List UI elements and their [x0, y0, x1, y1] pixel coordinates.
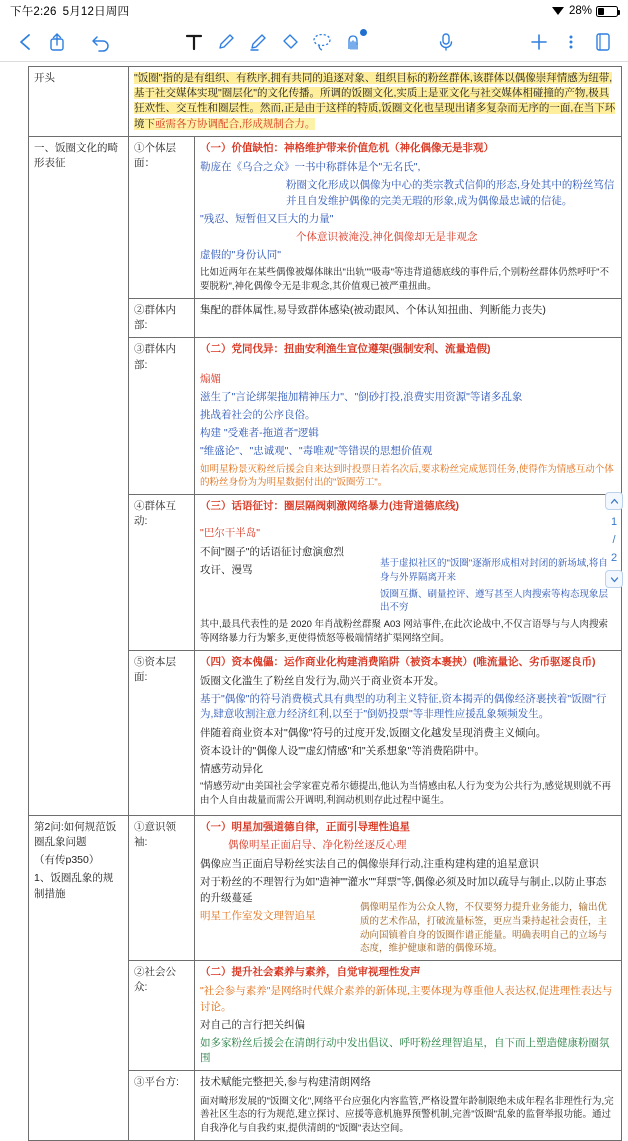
text-brutal: "残忍、短暂但又巨大的力量"	[200, 212, 334, 225]
text-consumption-trap: 资本设计的"偶像人设""虚幻情感"和"关系想象"等消费陷阱中。	[200, 744, 485, 757]
cell-public	[195, 961, 622, 1071]
sub-label-group-inner2: ③群体内部:	[129, 338, 195, 495]
text-group-attribute: 集配的群体属性,易导致群体感染(被动跟风、个体认知扭曲、判断能力丧失)	[200, 303, 546, 316]
text-fake-identity: 虚假的"身份认同"	[200, 249, 281, 262]
wifi-icon	[552, 6, 565, 16]
heading-discourse: （三）话语征讨：圈层隔阀刺激网络暴力(违背道德底线)	[200, 500, 459, 513]
toolbar	[0, 22, 628, 62]
text-fan-fight: 饭圈互撕、刷量控评、遵写甚至人肉搜索等构态现象层出不穷	[380, 588, 609, 614]
heading-star-guide: 偶像明星正面启导、净化粉丝逐反心理	[228, 838, 407, 851]
text-closed-field: 基于虚拟社区的"饭圈"逐渐形成相对封闭的新场域,将自身与外界隔离开来	[380, 558, 608, 583]
highlighter-tool-icon[interactable]	[243, 27, 273, 57]
ruler-tool-icon[interactable]	[339, 27, 369, 57]
note-canvas[interactable]	[0, 62, 628, 1135]
text-idol-guide: 偶像应当正面启导粉丝实法自己的偶像崇拜行动,注重构建构建的追星意识	[200, 858, 539, 871]
text-wrong-values: "维盛论"、"忠诚观"、"毒唯观"等错误的思想价值观	[200, 445, 433, 458]
text-no-morals: 个体意识被淹没,神化偶像却无是非观念	[296, 230, 478, 243]
text-fan-faith: 粉圈文化形成以偶像为中心的类宗教式信仰的形态,身处其中的粉丝笃信并且自发维护偶像的完美无瑕的形象,成为偶像最忠诚的信徒。	[286, 179, 615, 207]
text-irrational-behavior: 对于粉丝的不理智行为如"造神""灌水""拜票"等,偶像必须及时加以疏导与制止,以防止事态的升级蔓延	[200, 876, 607, 904]
battery-icon	[596, 6, 618, 17]
page-divider: /	[612, 534, 616, 546]
text-a03-case: 其中,最具代表性的是 2020 年肖战粉丝群聚 A03 网站事件,在此次论战中,不仅言语辱与与人肉搜索等网络暴力行为繁多,更使得愤怒等极端情绪扩渠网络空间。	[200, 619, 609, 644]
sub-label-capital: ⑤资本层面:	[129, 650, 195, 815]
battery-percent: 28%	[568, 5, 592, 17]
heading-media-literacy: （二）提升社会素养与素养，自觉审视理性发声	[200, 966, 421, 979]
text-social-participation: "社会参与素养"是网络时代媒介素养的新体现,主要体现为尊重他人表达权,促进理性表达与讨论。	[200, 985, 613, 1013]
cell-discourse	[195, 495, 622, 650]
opening-text-tail: 亟需各方协调配合,形成规制合力。	[155, 117, 316, 130]
text-symbol-consumption: 基于"偶像"的符号消费模式具有典型的功利主义特征,资本揭弄的偶像经济裹挟着"饭圈"行为,肆意收割注意力经济红利,以至于"倒奶投票"等非理性应援乱象频频发生。	[200, 693, 607, 721]
status-time: 下午2:26	[10, 6, 57, 18]
lasso-tool-icon[interactable]	[307, 27, 337, 57]
heading-platform-tech: 技术赋能完整把关,参与构建清朗网络	[200, 1076, 371, 1089]
text-chaos: 滋生了"言论绑架拖加精神压力"、"倒砂打投,浪费实用资源"等诸多乱象	[200, 390, 523, 403]
cell-party-attack	[195, 338, 622, 495]
table-row	[29, 815, 622, 960]
table-row	[29, 136, 622, 298]
question2-ref: （有传p350）	[34, 854, 100, 867]
eraser-tool-icon[interactable]	[275, 27, 305, 57]
notes-table	[28, 66, 622, 1141]
text-self-check: 对自己的言行把关纠偏	[200, 1018, 305, 1031]
text-emotion-labor: 情感劳动异化	[200, 763, 263, 775]
scroll-down-button[interactable]	[605, 570, 623, 588]
sub-label-public: ②社会公众:	[129, 961, 195, 1071]
more-options-icon[interactable]	[556, 27, 586, 57]
scroll-up-button[interactable]	[605, 492, 623, 510]
cell-opinion-leader	[195, 815, 622, 960]
sub-label-opinion-leader: ①意识领袖:	[129, 815, 195, 960]
text-public-order: 挑战着社会的公序良俗。	[200, 409, 316, 422]
status-date: 5月12日周四	[62, 6, 130, 18]
page-total: 2	[610, 552, 618, 564]
heading-capital: （四）资本傀儡：运作商业化构建消费陷阱（被资本裹挟）(唯流量论、劣币驱逐良币)	[200, 655, 596, 668]
plus-icon[interactable]	[524, 27, 554, 57]
page-current: 1	[610, 516, 618, 528]
text-idol-responsibility: 偶像明星作为公众人物，不仅要努力提升业务能力，输出优质的艺术作品，打破流量标签，更应当秉持起社会责任，主动向国镇着自身的饭圈作谱正能量。明确表明自己的立场与态度，维护健康和谐的偶像环境。	[360, 902, 608, 955]
microphone-icon[interactable]	[431, 27, 461, 57]
cell-capital	[195, 650, 622, 815]
question2-label: 第2问:如何规范饭圈乱象问题	[34, 820, 117, 848]
back-button[interactable]	[10, 27, 40, 57]
text-hochschild: "情感劳动"由美国社会学家霍克希尔德提出,他认为当情感由私人行为变为公共行为,感觉规则就不再由个人自由裁量而需公开调明,利润动机则存此过程中诞生。	[200, 781, 612, 806]
text-lebon: 勒庞在《乌合之众》一书中称群体是个"无名氏",	[200, 161, 421, 174]
sub-label-individual: ①个体层面：	[129, 136, 195, 298]
text-consumerism: 伴随着商业资本对"偶像"符号的过度开发,饭圈文化越发呈现消费主义倾向。	[200, 726, 547, 739]
label-balkan: "巴尔干半岛"	[200, 527, 260, 540]
table-row	[29, 67, 622, 137]
page-view-icon[interactable]	[588, 27, 618, 57]
row-label-question2	[29, 815, 129, 1140]
status-bar	[0, 0, 628, 22]
heading-star-self-discipline: （一）明星加强道德自律，正面引导理性追星	[200, 820, 410, 833]
page-navigation[interactable]	[604, 492, 624, 588]
text-studio-statement: 明星工作室发文理智追星	[200, 909, 316, 922]
text-example-scandal: 比如近两年在某些偶像被爆体睐出"出轨""吸毒"等违背道德底线的事件后,个别粉丝群体仍然呼吁"不要脱粉",神化偶像令无是非观念,其价值观已被严重扭曲。	[200, 267, 610, 293]
cell-platform	[195, 1071, 622, 1141]
row-label-opening: 开头	[29, 67, 129, 137]
row-label-section1	[29, 136, 129, 815]
tool-active-dot	[360, 29, 367, 36]
text-tool-icon[interactable]	[179, 27, 209, 57]
heading-party-attack: （二）党同伐异：扭曲安利渔生宣位遵架(强制安利、流量造假)	[200, 343, 491, 356]
opening-cell	[129, 67, 622, 137]
question2-sub: 1、饭圈乱象的规制措施	[34, 872, 114, 900]
text-abuse: 攻讦、漫骂	[200, 563, 253, 576]
text-fan-origin: 饭圈文化滥生了粉丝自发行为,勋兴于商业资本开发。	[200, 674, 445, 687]
sub-label-group-interaction: ④群体互动:	[129, 495, 195, 650]
cell-individual	[195, 136, 622, 298]
opening-text: "饭圈"指的是有组织、有秩序,拥有共同的追逐对象、组织目标的粉丝群体,该群体以偶像崇拜情感为纽带,基于社交媒体实现"圈层化"的文化传播。所调的饭圈文化,实质上是亚文化与社交媒体相碰撞的产物,极具狂欢性、交互性和圈层性。然而,正是由于这样的特质,饭圈文化也呈现出诸多复杂而无序的一面,在当下环境下	[134, 72, 616, 130]
text-platform-supervision: 面对畸形发展的"饭圈文化",网络平台应强化内容监管,严格设置年龄制限绝未成年程名非理性行为,完善社区生态的行为规范,建立探讨、应援等意机施界预警机制,完善"饭圈"乱象的监督举报功能。通过自我净化与自我约束,提供清朗的"饭圈"表达空间。	[200, 1095, 614, 1135]
sub-label-platform: ③平台方:	[129, 1071, 195, 1141]
text-logic: 构建 "受难者-拖道者"逻辑	[200, 427, 319, 440]
text-fan-labor: 如明星粉景灭粉丝后援会自来达到时投票日若名次后,要求粉丝完成惩罚任务,使得作为情感互动个体的粉丝身份为为明星数据付出的"饭圈劳工"。	[200, 463, 614, 489]
text-fan-club-initiative: 如多家粉丝后援会在清朗行动中发出倡议、呼吁粉丝理智追星，自下而上塑造健康粉圈氛围	[200, 1037, 610, 1065]
heading-value-missing: （一）价值缺怕：神格维护带来价值危机（神化偶像无是非观）	[200, 141, 494, 154]
undo-button[interactable]	[86, 27, 116, 57]
text-circle-war: 不间"圈子"的话语征讨愈演愈烈	[200, 545, 344, 558]
sub-label-group-inner: ②群体内部:	[129, 298, 195, 337]
pen-tool-icon[interactable]	[211, 27, 241, 57]
cell-group-inner	[195, 298, 622, 337]
share-icon[interactable]	[42, 27, 72, 57]
label-flatter: 煽媚	[200, 372, 221, 385]
section1-label: 一、饭圈文化的畸形表征	[34, 141, 118, 170]
